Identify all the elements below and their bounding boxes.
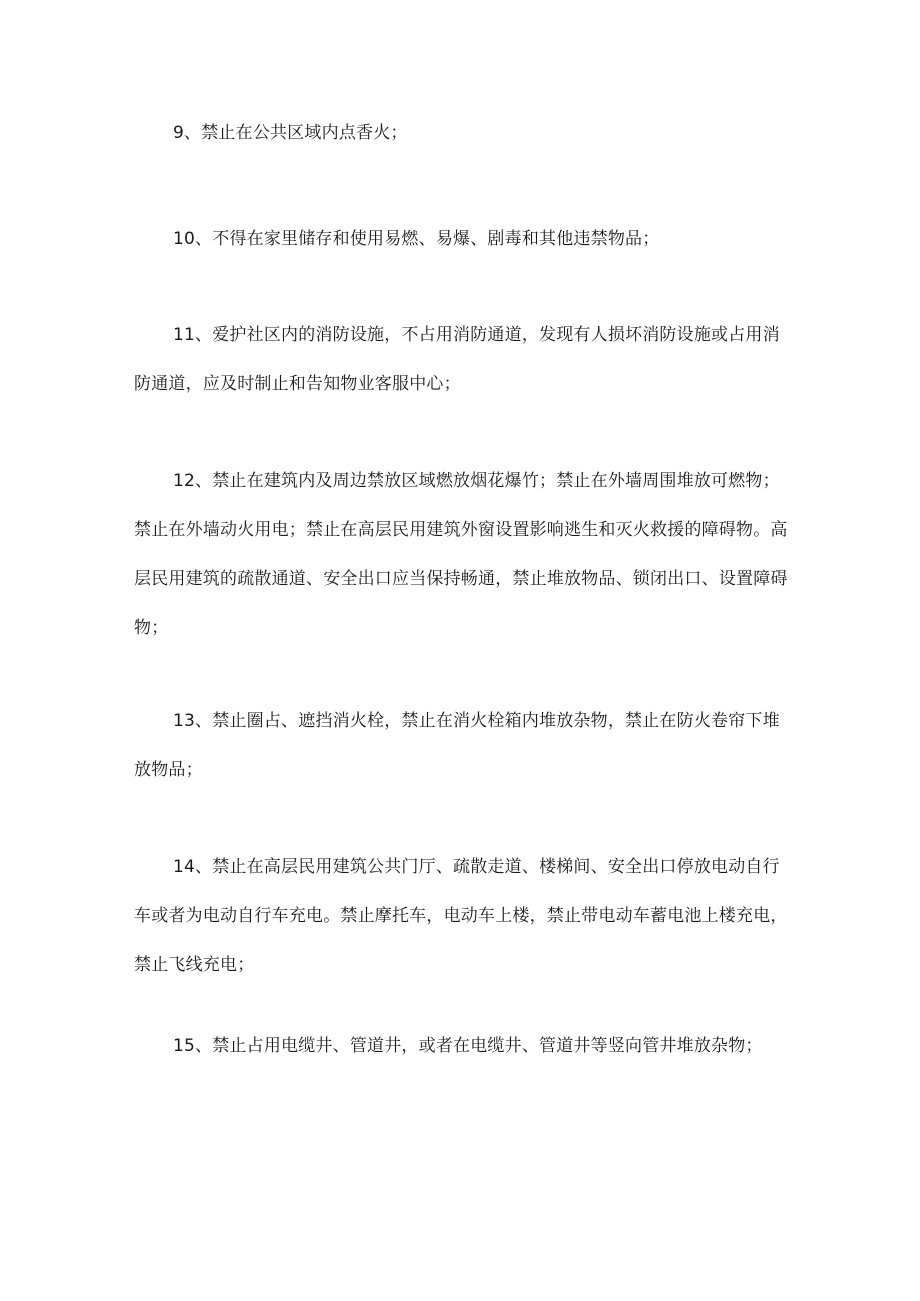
rule-paragraph-9: 9、禁止在公共区域内点香火； xyxy=(173,123,408,143)
rule-paragraph-13: 13、禁止圈占、遮挡消火栓，禁止在消火栓箱内堆放杂物，禁止在防火卷帘下堆放物品； xyxy=(134,711,780,780)
rule-paragraph-15: 15、禁止占用电缆井、管道井，或者在电缆井、管道井等竖向管井堆放杂物； xyxy=(173,1036,763,1056)
rule-paragraph-14: 14、禁止在高层民用建筑公共门厅、疏散走道、楼梯间、安全出口停放电动自行车或者为电动自行车充电。禁止摩托车，电动车上楼，禁止带电动车蓄电池上楼充电，禁止飞线充电； xyxy=(134,857,788,975)
rule-paragraph-12: 12、禁止在建筑内及周边禁放区域燃放烟花爆竹；禁止在外墙周围堆放可燃物；禁止在外墙动火用电；禁止在高层民用建筑外窗设置影响逃生和灭火救援的障碍物。高层民用建筑的疏散通道、安全出口应当保持畅通，禁止堆放物品、锁闭出口、设置障碍物； xyxy=(134,471,788,638)
rule-paragraph-11: 11、爱护社区内的消防设施，不占用消防通道，发现有人损坏消防设施或占用消防通道，应及时制止和告知物业客服中心； xyxy=(134,325,780,394)
rule-paragraph-10: 10、不得在家里储存和使用易燃、易爆、剧毒和其他违禁物品； xyxy=(173,229,660,249)
